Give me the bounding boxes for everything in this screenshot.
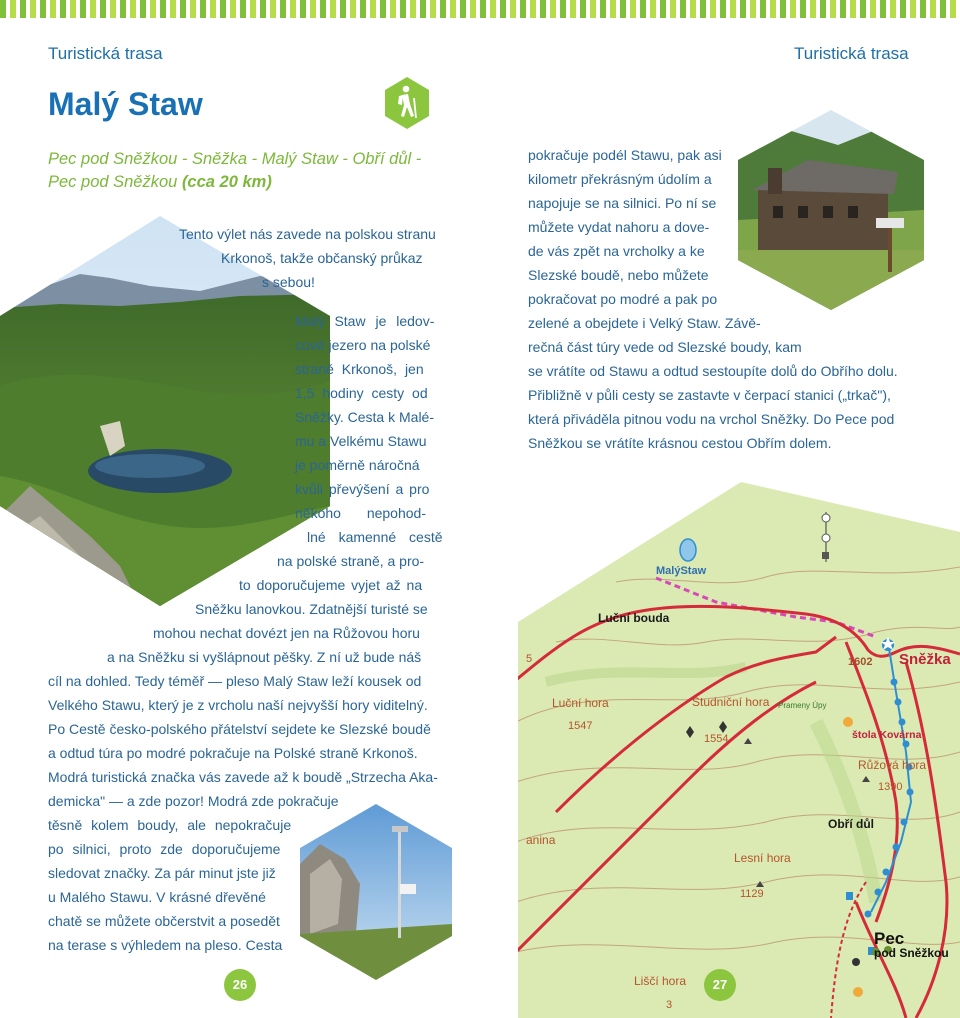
text-line: na terase s výhledem na pleso. Cesta [48,937,283,953]
map-label-snezka-alt: 1602 [848,656,873,668]
text-line: cíl na dohled. Tedy téměř — pleso Malý Staw leží kousek od [48,673,422,689]
text-line: Modrá turistická značka vás zavede až k boudě „Strzecha Aka- [48,769,438,785]
map-label-ruzova-alt: 1390 [878,781,903,793]
text-line: Po Cestě česko-polského přátelství sejdete ke Slezské boudě [48,721,431,737]
route-subtitle [48,148,448,194]
text-line: Sněžku lanovkou. Zdatnější turisté se [195,601,428,617]
map-label-edge-number: 5 [526,653,533,665]
text-line: a na Sněžku si vyšlápnout pěšky. Z ní už bude náš [107,649,422,665]
text-line: Krkonoš, takže občanský průkaz [221,250,423,266]
map-label-studnicni-alt: 1554 [704,733,729,745]
text-line: lné kamenné cestě [307,529,443,545]
text-line: Tento výlet nás zavede na polskou stranu [179,226,436,242]
map-label-studnicni-hora [692,695,770,709]
map-label-lesni-alt: 1129 [740,888,764,900]
text-line: Velkého Stawu, který je z vrcholu naší nejvyšší hory viditelný. [48,697,428,713]
text-line: můžete vydat nahoru a dove- [528,219,710,235]
map-label-pec: Pec [874,929,905,948]
text-line: napojuje se na silnici. Po ní se [528,195,717,211]
text-line: která přiváděla pitnou vodu na vrchol Sněžky. Do Pece pod [528,411,895,427]
rocks-signpost-photo [300,804,452,980]
text-line: Sněžky. Cesta k Malé- [295,409,435,425]
route-length: (cca 20 km) [181,173,272,191]
map-label-lucni-bouda: Luční bouda [598,611,670,625]
text-line: 1,5 hodiny cesty od [295,385,428,401]
text-line: a odtud túra po modré pokračuje na Polské straně Krkonoš. [48,745,418,761]
route-stops: Pec pod Sněžkou - Sněžka - Malý Staw - Obří důl - Pec pod Sněžkou [48,150,422,191]
map-label-lucni-hora: Luční hora [552,696,609,710]
text-line: kilometr překrásným údolím a [528,171,712,187]
text-line: na polské straně, a pro- [277,553,425,569]
map-label-obri-dul: Obří důl [828,817,874,831]
text-line: zelené a obejdete i Velký Staw. Závě- [528,315,761,331]
text-line: Sněžkou se vrátíte krásnou cestou Obřím dolem. [528,435,832,451]
text-line: straně Krkonoš, jen [295,361,424,377]
page-title: Malý Staw [48,86,203,122]
map-label-maly-staw: MalýStaw [656,565,707,577]
text-line: pokračuje podél Stawu, pak asi [528,147,722,163]
running-header-right: Turistická trasa [794,44,909,63]
text-line: u Malého Stawu. V krásné dřevěné [48,889,266,905]
text-line: mu a Velkému Stawu [295,433,427,449]
top-decorative-stripes [0,0,960,18]
text-line: to doporučujeme vyjet až na [239,577,423,593]
page-number-left: 26 [224,969,256,1001]
map-label-edge-number-2: 3 [666,999,673,1011]
text-line: de vás zpět na vrcholky a ke [528,243,705,259]
text-line: Přibližně v půli cesty se zastavte v čerpací stanici („trkač"), [528,387,891,403]
text-line: Malý Staw je ledov- [295,313,435,329]
text-line: mohou nechat dovézt jen na Růžovou horu [153,625,420,641]
page-number-right: 27 [704,969,736,1001]
text-line: demicka" — a zde pozor! Modrá zde pokračuje [48,793,339,809]
mountain-hut-photo [738,110,924,310]
map-label-lisci-hora: Liščí hora [634,974,687,988]
text-line: někoho nepohod- [295,505,426,521]
map-label-lesni-hora: Lesní hora [734,851,791,865]
text-line: Slezské boudě, nebo můžete [528,267,709,283]
running-header-left: Turistická trasa [48,44,163,63]
map-label-ruzova-hora: Růžová hora [858,758,927,772]
text-line: s sebou! [262,274,315,290]
map-label-prameny: Prameny Úpy [778,701,827,710]
map-label-studnicni-hora-text: Studniční hora [692,695,770,709]
text-line: je poměrně náročná [295,457,420,473]
route-map [516,482,960,1018]
map-label-pod-snezkou: pod Sněžkou [874,946,949,960]
map-label-snezka: Sněžka [899,651,951,668]
text-line: po silnici, proto zde doporučujeme [48,841,281,857]
text-line: kvůli převýšení a pro [295,481,430,497]
map-label-lucni-hora-alt: 1547 [568,720,593,732]
hiking-icon [383,76,431,130]
text-line: těsně kolem boudy, ale nepokračuje [48,817,292,833]
map-label-anina: anina [526,833,556,847]
text-line: sledovat značky. Za pár minut jste již [48,865,276,881]
text-line: rečná část túry vede od Slezské boudy, kam [528,339,802,355]
text-line: se vrátíte od Stawu a odtud sestoupíte dolů do Obřího dolu. [528,363,898,379]
text-line: pokračovat po modré a pak po [528,291,718,307]
text-line: chatě se můžete občerstvit a posedět [48,913,280,929]
map-label-stola-kovarna: štola Kovárna [852,729,922,741]
text-line: cové jezero na polské [295,337,431,353]
